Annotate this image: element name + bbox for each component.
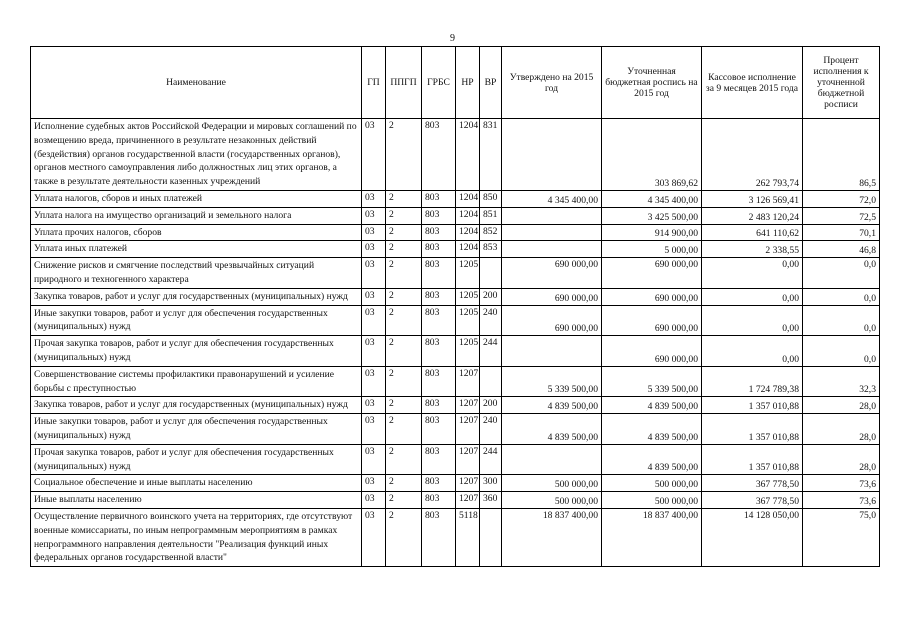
header-approved: Утверждено на 2015 год [502, 47, 602, 119]
row-ppgp: 2 [386, 190, 422, 207]
row-np: 1205 [456, 305, 480, 336]
table-row [31, 366, 880, 397]
table-row [31, 508, 880, 566]
row-vr: 853 [480, 241, 502, 258]
row-approved: 690 000,00 [502, 288, 602, 305]
row-approved: 500 000,00 [502, 475, 602, 492]
table-row [31, 241, 880, 258]
row-np: 1204 [456, 119, 480, 191]
row-grbs: 803 [422, 258, 456, 289]
row-approved: 500 000,00 [502, 492, 602, 509]
row-vr: 200 [480, 288, 502, 305]
table-row [31, 207, 880, 224]
row-gp: 03 [362, 475, 386, 492]
header-name: Наименование [31, 47, 362, 119]
row-gp: 03 [362, 190, 386, 207]
row-ppgp: 2 [386, 119, 422, 191]
row-np: 1205 [456, 288, 480, 305]
row-np: 1207 [456, 414, 480, 445]
row-approved [502, 336, 602, 367]
row-ppgp: 2 [386, 366, 422, 397]
row-np: 1204 [456, 241, 480, 258]
row-percent: 0,0 [803, 288, 880, 305]
row-name: Уплата налогов, сборов и иных платежей [31, 190, 362, 207]
row-grbs: 803 [422, 444, 456, 475]
row-percent: 0,0 [803, 305, 880, 336]
row-name: Закупка товаров, работ и услуг для государственных (муниципальных) нужд [31, 397, 362, 414]
row-refined: 4 839 500,00 [602, 414, 702, 445]
header-grbs: ГРБС [422, 47, 456, 119]
row-name: Осуществление первичного воинского учета на территориях, где отсутствуют военные комиссариаты, по иным непрограммным мероприятиям в рамках непрограммного направления деятельности "Реализация функций иных федеральных органов государственной власти" [31, 508, 362, 566]
row-name: Исполнение судебных актов Российской Федерации и мировых соглашений по возмещению вреда, причиненного в результате незаконных действий (бездействия) органов государственной власти (государственных органов), органов местного самоуправления либо должностных лиц этих органов, а также в результате деятельности казенных учреждений [31, 119, 362, 191]
row-vr: 300 [480, 475, 502, 492]
header-gp: ГП [362, 47, 386, 119]
row-percent: 28,0 [803, 444, 880, 475]
table-row [31, 305, 880, 336]
row-approved: 5 339 500,00 [502, 366, 602, 397]
row-approved [502, 241, 602, 258]
row-ppgp: 2 [386, 492, 422, 509]
row-ppgp: 2 [386, 397, 422, 414]
header-vr: ВР [480, 47, 502, 119]
row-vr [480, 258, 502, 289]
row-np: 1204 [456, 224, 480, 241]
row-ppgp: 2 [386, 258, 422, 289]
row-refined: 303 869,62 [602, 119, 702, 191]
row-np: 5118 [456, 508, 480, 566]
row-refined: 690 000,00 [602, 305, 702, 336]
table-row [31, 475, 880, 492]
table-row [31, 336, 880, 367]
row-grbs: 803 [422, 508, 456, 566]
row-approved: 4 345 400,00 [502, 190, 602, 207]
row-gp: 03 [362, 444, 386, 475]
table-row [31, 258, 880, 289]
row-cash: 0,00 [702, 258, 803, 289]
row-gp: 03 [362, 207, 386, 224]
row-np: 1207 [456, 444, 480, 475]
table-row [31, 224, 880, 241]
row-gp: 03 [362, 119, 386, 191]
row-grbs: 803 [422, 241, 456, 258]
row-grbs: 803 [422, 207, 456, 224]
row-vr: 850 [480, 190, 502, 207]
table-body [31, 119, 880, 567]
row-percent: 72,5 [803, 207, 880, 224]
row-gp: 03 [362, 414, 386, 445]
row-approved [502, 224, 602, 241]
header-ppgp: ППГП [386, 47, 422, 119]
row-cash: 0,00 [702, 305, 803, 336]
row-np: 1205 [456, 336, 480, 367]
row-grbs: 803 [422, 288, 456, 305]
row-percent: 86,5 [803, 119, 880, 191]
row-name: Совершенствование системы профилактики правонарушений и усиление борьбы с преступностью [31, 366, 362, 397]
row-cash: 262 793,74 [702, 119, 803, 191]
row-ppgp: 2 [386, 207, 422, 224]
row-cash: 3 126 569,41 [702, 190, 803, 207]
row-gp: 03 [362, 241, 386, 258]
row-grbs: 803 [422, 475, 456, 492]
table-row [31, 119, 880, 191]
row-grbs: 803 [422, 336, 456, 367]
row-refined: 690 000,00 [602, 258, 702, 289]
row-ppgp: 2 [386, 414, 422, 445]
row-name: Прочая закупка товаров, работ и услуг для обеспечения государственных (муниципальных) нужд [31, 336, 362, 367]
header-np: НР [456, 47, 480, 119]
row-gp: 03 [362, 397, 386, 414]
row-vr: 852 [480, 224, 502, 241]
row-grbs: 803 [422, 119, 456, 191]
row-cash: 1 724 789,38 [702, 366, 803, 397]
row-refined: 18 837 400,00 [602, 508, 702, 566]
row-gp: 03 [362, 258, 386, 289]
row-percent: 32,3 [803, 366, 880, 397]
page-number: 9 [450, 33, 455, 44]
row-approved [502, 444, 602, 475]
row-ppgp: 2 [386, 508, 422, 566]
row-refined: 4 839 500,00 [602, 397, 702, 414]
row-np: 1204 [456, 190, 480, 207]
row-refined: 5 339 500,00 [602, 366, 702, 397]
row-grbs: 803 [422, 305, 456, 336]
row-cash: 367 778,50 [702, 492, 803, 509]
row-vr: 240 [480, 305, 502, 336]
row-approved: 18 837 400,00 [502, 508, 602, 566]
row-refined: 5 000,00 [602, 241, 702, 258]
row-np: 1207 [456, 366, 480, 397]
row-ppgp: 2 [386, 288, 422, 305]
row-vr: 200 [480, 397, 502, 414]
table-row [31, 288, 880, 305]
header-cash: Кассовое исполнение за 9 месяцев 2015 года [702, 47, 803, 119]
row-name: Уплата прочих налогов, сборов [31, 224, 362, 241]
row-cash: 0,00 [702, 336, 803, 367]
table-row [31, 397, 880, 414]
row-approved: 690 000,00 [502, 305, 602, 336]
row-np: 1205 [456, 258, 480, 289]
row-vr: 360 [480, 492, 502, 509]
row-vr: 240 [480, 414, 502, 445]
row-name: Иные выплаты населению [31, 492, 362, 509]
row-grbs: 803 [422, 397, 456, 414]
row-gp: 03 [362, 492, 386, 509]
row-cash: 641 110,62 [702, 224, 803, 241]
row-np: 1207 [456, 397, 480, 414]
row-percent: 73,6 [803, 492, 880, 509]
row-name: Иные закупки товаров, работ и услуг для обеспечения государственных (муниципальных) нужд [31, 305, 362, 336]
row-percent: 0,0 [803, 336, 880, 367]
row-vr: 244 [480, 444, 502, 475]
row-approved [502, 207, 602, 224]
row-cash: 0,00 [702, 288, 803, 305]
row-grbs: 803 [422, 190, 456, 207]
row-vr: 851 [480, 207, 502, 224]
row-grbs: 803 [422, 224, 456, 241]
row-gp: 03 [362, 366, 386, 397]
row-vr: 831 [480, 119, 502, 191]
table-row [31, 414, 880, 445]
row-np: 1207 [456, 492, 480, 509]
row-cash: 1 357 010,88 [702, 444, 803, 475]
row-ppgp: 2 [386, 336, 422, 367]
row-approved: 690 000,00 [502, 258, 602, 289]
row-ppgp: 2 [386, 305, 422, 336]
row-gp: 03 [362, 336, 386, 367]
row-approved: 4 839 500,00 [502, 414, 602, 445]
row-cash: 1 357 010,88 [702, 414, 803, 445]
row-percent: 75,0 [803, 508, 880, 566]
table-row [31, 492, 880, 509]
row-refined: 914 900,00 [602, 224, 702, 241]
row-gp: 03 [362, 224, 386, 241]
row-gp: 03 [362, 508, 386, 566]
row-vr: 244 [480, 336, 502, 367]
row-refined: 3 425 500,00 [602, 207, 702, 224]
row-grbs: 803 [422, 414, 456, 445]
row-np: 1204 [456, 207, 480, 224]
row-refined: 690 000,00 [602, 288, 702, 305]
row-np: 1207 [456, 475, 480, 492]
row-cash: 2 338,55 [702, 241, 803, 258]
row-name: Прочая закупка товаров, работ и услуг для обеспечения государственных (муниципальных) нужд [31, 444, 362, 475]
row-percent: 72,0 [803, 190, 880, 207]
row-name: Снижение рисков и смягчение последствий чрезвычайных ситуаций природного и техногенного характера [31, 258, 362, 289]
budget-table [30, 46, 880, 567]
row-vr [480, 366, 502, 397]
row-gp: 03 [362, 305, 386, 336]
row-refined: 500 000,00 [602, 475, 702, 492]
row-percent: 0,0 [803, 258, 880, 289]
table-row [31, 444, 880, 475]
row-ppgp: 2 [386, 444, 422, 475]
row-name: Уплата налога на имущество организаций и земельного налога [31, 207, 362, 224]
table-row [31, 190, 880, 207]
row-cash: 1 357 010,88 [702, 397, 803, 414]
row-percent: 73,6 [803, 475, 880, 492]
row-grbs: 803 [422, 492, 456, 509]
row-grbs: 803 [422, 366, 456, 397]
row-refined: 4 345 400,00 [602, 190, 702, 207]
row-cash: 2 483 120,24 [702, 207, 803, 224]
row-ppgp: 2 [386, 224, 422, 241]
row-refined: 690 000,00 [602, 336, 702, 367]
header-refined: Уточненная бюджетная роспись на 2015 год [602, 47, 702, 119]
row-gp: 03 [362, 288, 386, 305]
row-percent: 28,0 [803, 414, 880, 445]
row-name: Закупка товаров, работ и услуг для государственных (муниципальных) нужд [31, 288, 362, 305]
row-name: Иные закупки товаров, работ и услуг для обеспечения государственных (муниципальных) нужд [31, 414, 362, 445]
table-header-row [31, 47, 880, 119]
row-approved [502, 119, 602, 191]
header-percent: Процент исполнения к уточненной бюджетной росписи [803, 47, 880, 119]
row-vr [480, 508, 502, 566]
row-name: Уплата иных платежей [31, 241, 362, 258]
row-refined: 4 839 500,00 [602, 444, 702, 475]
row-percent: 28,0 [803, 397, 880, 414]
row-refined: 500 000,00 [602, 492, 702, 509]
row-percent: 46,8 [803, 241, 880, 258]
row-ppgp: 2 [386, 475, 422, 492]
row-cash: 367 778,50 [702, 475, 803, 492]
row-ppgp: 2 [386, 241, 422, 258]
row-name: Социальное обеспечение и иные выплаты населению [31, 475, 362, 492]
row-approved: 4 839 500,00 [502, 397, 602, 414]
row-percent: 70,1 [803, 224, 880, 241]
row-cash: 14 128 050,00 [702, 508, 803, 566]
